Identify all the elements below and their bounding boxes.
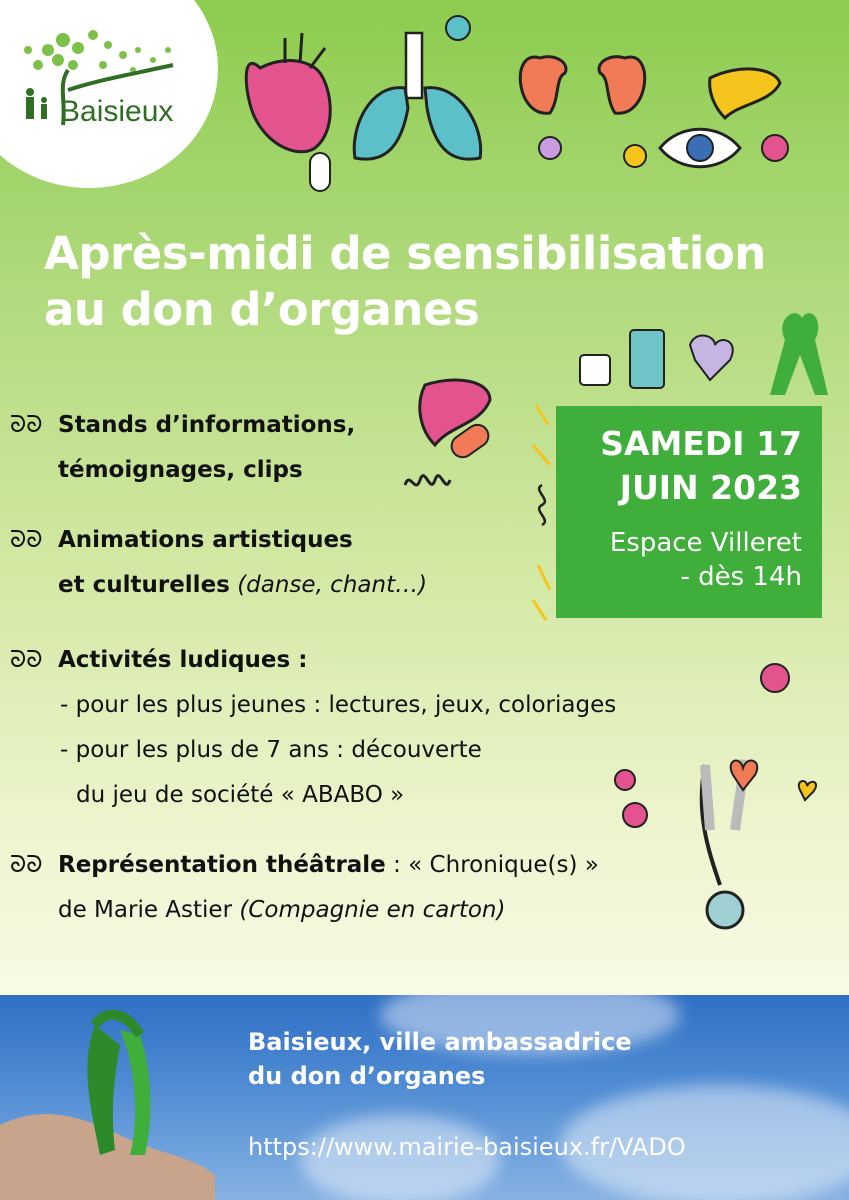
footer-banner (0, 995, 849, 1200)
logo-text: Baisieux (60, 95, 174, 128)
heart-organ-icon (246, 33, 330, 152)
confetti-decoration (528, 395, 560, 625)
footer-line-1: Baisieux, ville ambassadrice (248, 1028, 632, 1056)
stethoscope-illustration (585, 640, 835, 960)
swirl-bullet-icon: ᘐᘐ (10, 412, 43, 438)
title-line-1: Après-midi de sensibilisation (44, 227, 766, 280)
list-item-stands: ᘐᘐ Stands d’informations, témoignages, clips (10, 403, 355, 493)
list-item-activites: ᘐᘐ Activités ludiques : - pour les plus jeunes : lectures, jeux, coloriages - pour les plus de 7 ans : découverte du jeu de société « ABABO » (10, 638, 616, 818)
event-date-box (556, 406, 822, 618)
lungs-icon (354, 33, 480, 159)
eye-icon (660, 129, 740, 167)
swirl-bullet-icon: ᘐᘐ (10, 647, 43, 673)
organs-illustration (230, 8, 830, 198)
ribbon-and-bottles-illustration (570, 300, 830, 400)
website-link[interactable]: https://www.mairie-baisieux.fr/VADO (248, 1133, 686, 1161)
footer-line-2: du don d’organes (248, 1062, 486, 1090)
event-date-line-2: JUIN 2023 (619, 468, 802, 507)
event-time: - dès 14h (680, 562, 802, 592)
swirl-bullet-icon: ᘐᘐ (10, 852, 43, 878)
list-item-theatre: ᘐᘐ Représentation théâtrale : « Chronique(s) » de Marie Astier (Compagnie en carton) (10, 843, 599, 933)
kidneys-icon (520, 57, 644, 114)
title-line-2: au don d’organes (44, 283, 480, 336)
swirl-bullet-icon: ᘐᘐ (10, 527, 43, 553)
liver-pill-illustration (395, 370, 505, 500)
event-date-line-1: SAMEDI 17 (600, 424, 802, 463)
green-ribbon-hand-photo (0, 1005, 220, 1200)
list-item-animations: ᘐᘐ Animations artistiques et culturelles (danse, chant…) (10, 518, 427, 608)
liver-icon (710, 69, 780, 118)
footer-text (248, 1025, 686, 1161)
event-place: Espace Villeret (609, 528, 802, 558)
